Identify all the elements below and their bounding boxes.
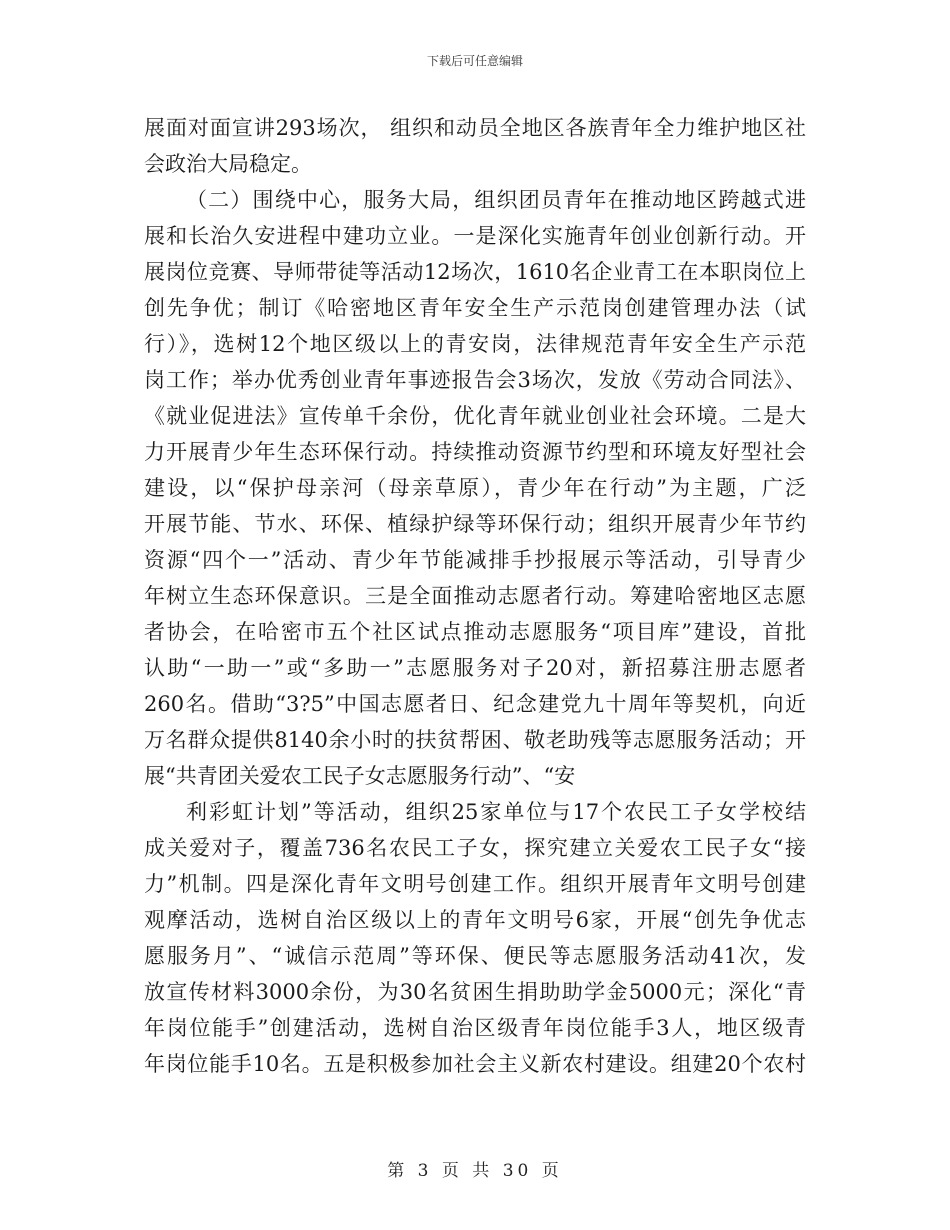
text-line: 会政治大局稳定。 xyxy=(144,152,312,176)
text-line: 展和长治久安进程中建功立业。一是深化实施青年创业创新行动。开 xyxy=(144,224,806,248)
text-line: 260名。借助“3?5”中国志愿者日、纪念建党九十周年等契机，向近 xyxy=(144,692,806,716)
text-line: 资源“四个一”活动、青少年节能减排手抄报展示等活动，引导青少 xyxy=(144,548,806,572)
text-line: 开展节能、节水、环保、植绿护绿等环保行动；组织开展青少年节约 xyxy=(144,512,806,536)
text-line: 年树立生态环保意识。三是全面推动志愿者行动。筹建哈密地区志愿 xyxy=(144,584,806,608)
page-header-note: 下载后可任意编辑 xyxy=(426,54,523,68)
text-line: 万名群众提供8140余小时的扶贫帮困、敬老助残等志愿服务活动；开 xyxy=(144,728,806,752)
text-line: 展岗位竞赛、导师带徒等活动12场次，1610名企业青工在本职岗位上 xyxy=(144,260,806,284)
text-line: 愿服务月”、“诚信示范周”等环保、便民等志愿服务活动41次，发 xyxy=(144,944,806,968)
page-number-footer: 第 3 页 共 30 页 xyxy=(387,1161,563,1181)
text-line: 建设，以“保护母亲河（母亲草原），青少年在行动”为主题，广泛 xyxy=(144,476,806,500)
text-line: 年岗位能手”创建活动，选树自治区级青年岗位能手3人，地区级青 xyxy=(144,1016,806,1040)
text-line: 《就业促进法》宣传单千余份，优化青年就业创业社会环境。二是大 xyxy=(144,404,806,428)
text-line: 者协会，在哈密市五个社区试点推动志愿服务“项目库”建设，首批 xyxy=(144,620,806,644)
text-line: 展面对面宣讲293场次， 组织和动员全地区各族青年全力维护地区社 xyxy=(144,116,806,140)
text-line: 力开展青少年生态环保行动。持续推动资源节约型和环境友好型社会 xyxy=(144,440,806,464)
text-line: 行）》，选树12个地区级以上的青安岗，法律规范青年安全生产示范 xyxy=(144,332,806,356)
text-line: 成关爱对子，覆盖736名农民工子女，探究建立关爱农工民子女“接 xyxy=(144,836,806,860)
text-line: 创先争优；制订《哈密地区青年安全生产示范岗创建管理办法（试 xyxy=(144,296,806,320)
document-body xyxy=(144,110,806,1082)
text-line: 放宣传材料3000余份，为30名贫困生捐助助学金5000元；深化“青 xyxy=(144,980,806,1004)
text-line: 观摩活动，选树自治区级以上的青年文明号6家，开展“创先争优志 xyxy=(144,908,806,932)
text-line: 年岗位能手10名。五是积极参加社会主义新农村建设。组建20个农村 xyxy=(144,1052,806,1076)
text-line: （二）围绕中心，服务大局，组织团员青年在推动地区跨越式进 xyxy=(186,188,806,212)
text-line: 认助“一助一”或“多助一”志愿服务对子20对，新招募注册志愿者 xyxy=(144,656,806,680)
text-line: 岗工作；举办优秀创业青年事迹报告会3场次，发放《劳动合同法》、 xyxy=(144,368,806,392)
text-line: 力”机制。四是深化青年文明号创建工作。组织开展青年文明号创建 xyxy=(144,872,806,896)
text-line: 利彩虹计划”等活动，组织25家单位与17个农民工子女学校结 xyxy=(186,800,806,824)
text-line: 展“共青团关爱农工民子女志愿服务行动”、“安 xyxy=(144,764,576,788)
